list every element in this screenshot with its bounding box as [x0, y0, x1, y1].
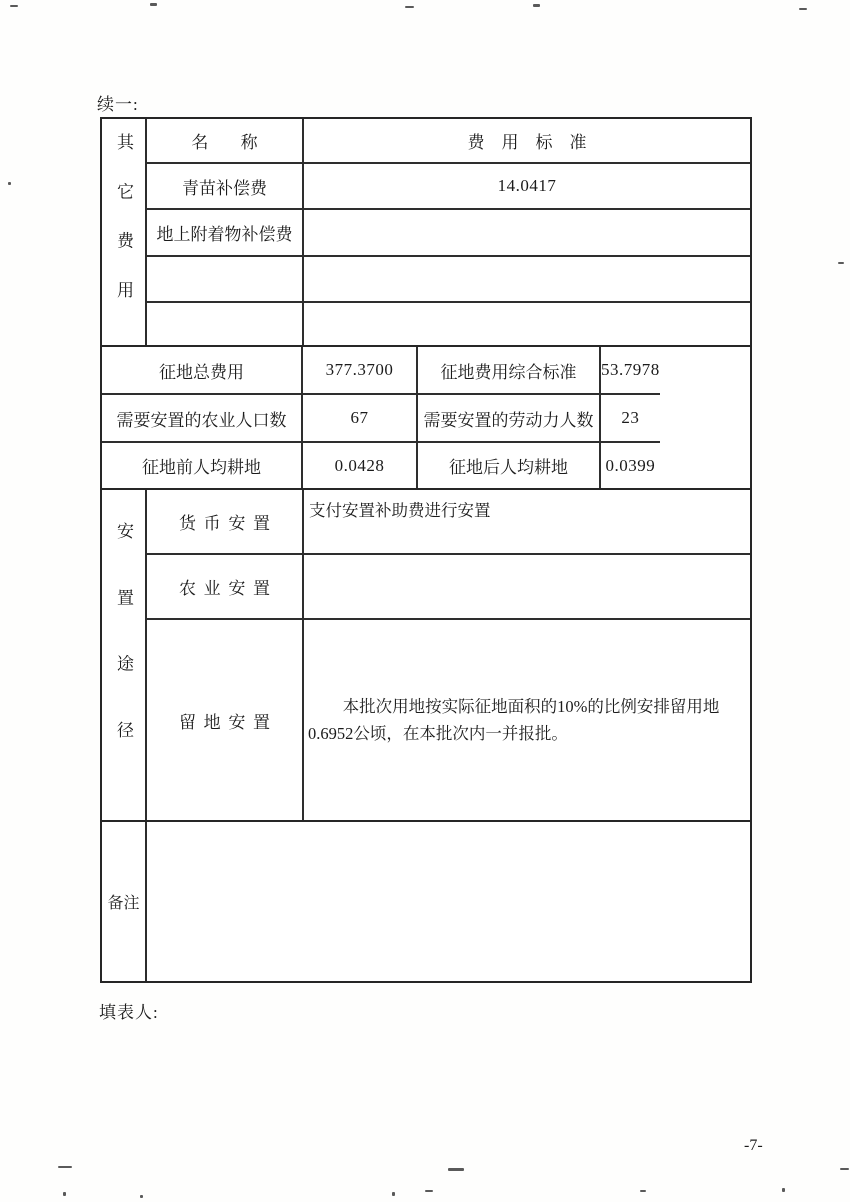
scan-artifact — [838, 262, 844, 264]
scan-artifact — [448, 1168, 464, 1171]
resettlement-row-header — [102, 490, 147, 820]
scan-artifact — [63, 1192, 66, 1196]
scan-artifact — [58, 1166, 72, 1168]
summary-value-cell: 23 — [621, 408, 640, 427]
summary-value-cell: 377.3700 — [303, 347, 418, 393]
summary-section — [102, 347, 750, 490]
table-row — [147, 210, 750, 257]
resettlement-content-cell — [304, 620, 750, 820]
scan-artifact — [150, 3, 157, 6]
fee-standard-cell — [304, 210, 750, 255]
remarks-section — [102, 822, 750, 981]
other-fees-section — [102, 119, 750, 347]
resettlement-name-cell: 留地安置 — [147, 620, 304, 820]
scan-artifact — [840, 1168, 849, 1170]
name-header-cell: 名称 — [147, 119, 304, 162]
other-fees-rows — [147, 119, 750, 345]
summary-label-cell: 征地费用综合标准 — [418, 347, 601, 393]
fee-name-cell — [147, 303, 304, 345]
summary-value-cell: 0.0428 — [303, 443, 418, 488]
fee-name-cell — [147, 257, 304, 301]
summary-label-cell: 需要安置的劳动力人数 — [418, 395, 601, 441]
remarks-label-cell: 备注 — [102, 822, 147, 981]
resettlement-content-cell — [304, 555, 750, 618]
table-row — [147, 303, 750, 345]
scan-artifact — [799, 8, 807, 10]
fee-name-cell: 地上附着物补偿费 — [147, 210, 304, 255]
table-row — [147, 555, 750, 620]
scan-artifact — [640, 1190, 646, 1192]
summary-label-cell: 征地总费用 — [102, 347, 303, 393]
standard-header-cell: 费用标准 — [467, 133, 604, 152]
scan-artifact — [425, 1190, 433, 1192]
table-row — [102, 443, 660, 488]
summary-rows — [102, 347, 660, 488]
table-row — [147, 257, 750, 303]
table-row — [147, 490, 750, 555]
table-row — [102, 395, 660, 443]
other-fees-row-header-text: 其它费用 — [114, 133, 133, 331]
scan-artifact — [405, 6, 414, 8]
resettlement-rows — [147, 490, 750, 820]
continuation-label: 续一: — [97, 95, 139, 114]
summary-label-cell: 需要安置的农业人口数 — [102, 395, 303, 441]
fee-standard-cell: 14.0417 — [497, 176, 557, 195]
reserved-land-paragraph: 本批次用地按实际征地面积的10%的比例安排留用地0.6952公顷，在本批次内一并报批。 — [308, 697, 720, 743]
land-expropriation-fees-table — [100, 117, 752, 983]
summary-label-cell: 征地后人均耕地 — [418, 443, 601, 488]
resettlement-section — [102, 490, 750, 822]
scan-artifact — [782, 1188, 785, 1192]
resettlement-name-cell: 农业安置 — [147, 555, 304, 618]
page-number: -7- — [744, 1137, 763, 1154]
summary-label-cell: 征地前人均耕地 — [102, 443, 303, 488]
scan-artifact — [8, 182, 11, 185]
fee-standard-cell — [304, 303, 750, 345]
resettlement-content-cell: 支付安置补助费进行安置 — [309, 501, 491, 520]
scan-artifact — [140, 1195, 143, 1198]
remarks-content-cell — [147, 822, 750, 981]
fee-standard-cell — [304, 257, 750, 301]
fee-name-cell: 青苗补偿费 — [147, 164, 304, 208]
form-filler-label: 填表人: — [99, 1003, 159, 1022]
resettlement-row-header-text: 安置途径 — [114, 522, 133, 788]
resettlement-name-cell: 货币安置 — [147, 490, 304, 553]
table-row — [147, 164, 750, 210]
other-fees-row-header — [102, 119, 147, 345]
table-row — [102, 347, 660, 395]
other-fees-header-row — [147, 119, 750, 164]
summary-value-cell: 53.7978 — [601, 360, 660, 379]
table-row — [147, 620, 750, 820]
summary-value-cell: 0.0399 — [605, 455, 656, 475]
scan-artifact — [392, 1192, 395, 1196]
scan-artifact — [10, 5, 18, 7]
scan-artifact — [533, 4, 540, 7]
summary-value-cell: 67 — [303, 395, 418, 441]
